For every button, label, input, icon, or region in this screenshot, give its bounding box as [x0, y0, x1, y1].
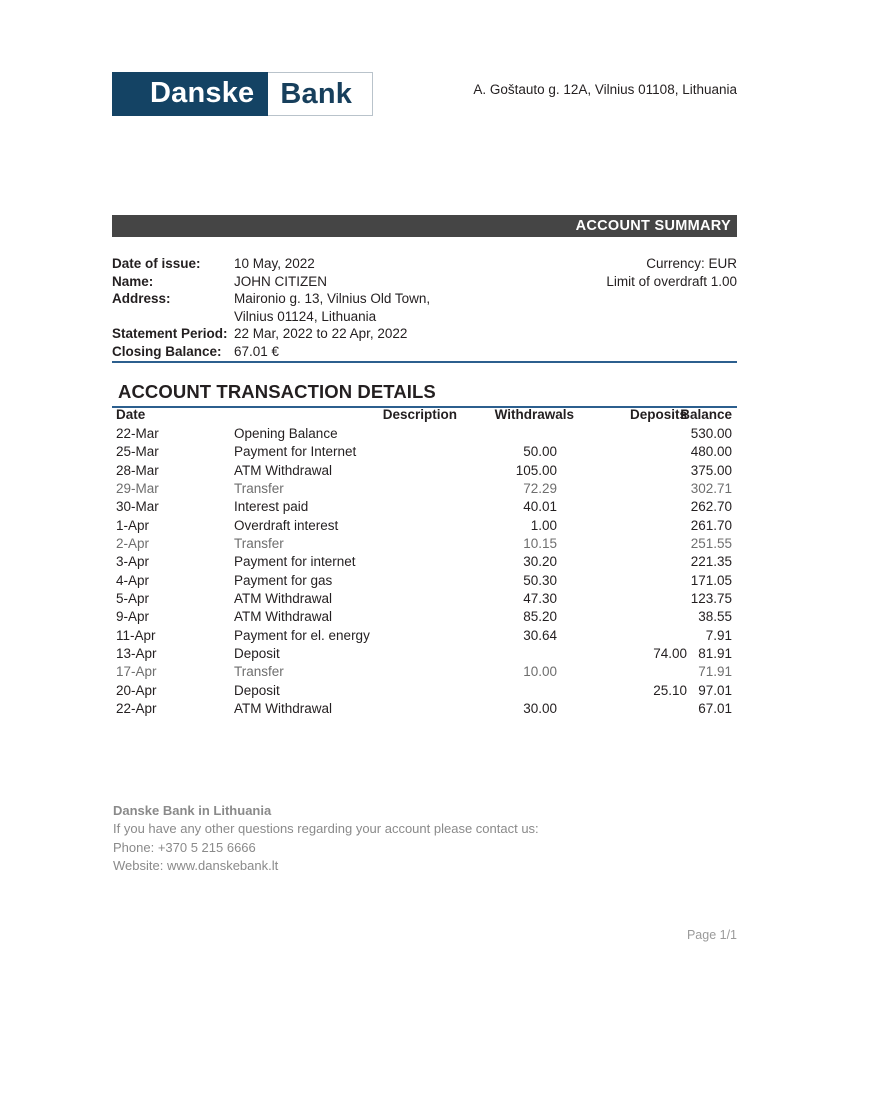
table-row: [112, 426, 737, 444]
footer-website: Website: www.danskebank.lt: [113, 857, 279, 873]
cell-date: 30-Mar: [116, 499, 159, 515]
summary-label: Name:: [112, 273, 154, 289]
cell-withdrawal: 10.15: [523, 536, 557, 552]
cell-description: ATM Withdrawal: [234, 609, 333, 625]
table-row: [112, 499, 737, 517]
footer-title: Danske Bank in Lithuania: [113, 803, 272, 818]
table-row: [112, 591, 737, 609]
summary-value: 67.01 €: [234, 343, 280, 359]
cell-date: 28-Mar: [116, 462, 159, 478]
cell-date: 11-Apr: [116, 627, 156, 643]
cell-balance: 251.55: [690, 536, 732, 552]
table-row: [112, 628, 737, 646]
cell-withdrawal: 72.29: [523, 481, 557, 497]
cell-withdrawal: 40.01: [523, 499, 557, 515]
cell-date: 29-Mar: [116, 481, 159, 497]
cell-date: 2-Apr: [116, 536, 150, 552]
footer-contact-text: If you have any other questions regarding your account please contact us:: [113, 821, 539, 837]
cell-description: Deposit: [234, 646, 280, 662]
footer-phone: Phone: +370 5 215 6666: [113, 839, 256, 855]
summary-value: 10 May, 2022: [234, 256, 315, 271]
cell-withdrawal: 30.00: [523, 701, 557, 717]
cell-date: 3-Apr: [116, 554, 150, 570]
table-row: [112, 444, 737, 462]
summary-value: 22 Mar, 2022 to 22 Apr, 2022: [234, 326, 408, 342]
account-summary-bar: ACCOUNT SUMMARY: [112, 215, 737, 237]
cell-description: Overdraft interest: [234, 517, 339, 533]
cell-deposit: 25.10: [653, 682, 687, 698]
summary-label: Statement Period:: [112, 326, 228, 342]
summary-label: Closing Balance:: [112, 343, 222, 359]
summary-row: [112, 309, 737, 327]
cell-withdrawal: 47.30: [523, 591, 557, 607]
table-row: [112, 573, 737, 591]
summary-label: Address:: [112, 291, 171, 307]
cell-balance: 530.00: [690, 426, 732, 441]
overdraft-limit-value: Limit of overdraft 1.00: [606, 273, 737, 289]
cell-date: 5-Apr: [116, 591, 150, 607]
cell-balance: 221.35: [690, 554, 732, 570]
cell-date: 1-Apr: [116, 517, 150, 533]
cell-description: ATM Withdrawal: [234, 701, 333, 717]
cell-balance: 67.01: [698, 701, 732, 717]
cell-description: Interest paid: [234, 499, 309, 515]
summary-row: [112, 326, 737, 344]
cell-date: 13-Apr: [116, 646, 157, 662]
column-header-deposits: Deposits: [629, 407, 687, 422]
table-row: [112, 481, 737, 499]
cell-date: 22-Mar: [116, 426, 159, 441]
cell-balance: 261.70: [690, 517, 732, 533]
logo-danske-text: Danske: [112, 72, 268, 116]
table-row: [112, 536, 737, 554]
table-row: [112, 664, 737, 682]
currency-value: Currency: EUR: [646, 256, 737, 271]
table-row: [112, 518, 737, 536]
cell-balance: 97.01: [698, 682, 732, 698]
table-row: [112, 683, 737, 701]
logo-bank-text: Bank: [268, 72, 373, 116]
column-header-date: Date: [116, 407, 146, 422]
table-row: [112, 554, 737, 572]
column-header-withdrawals: Withdrawals: [494, 407, 574, 422]
cell-date: 22-Apr: [116, 701, 157, 717]
cell-balance: 262.70: [690, 499, 732, 515]
cell-description: ATM Withdrawal: [234, 591, 333, 607]
cell-withdrawal: 30.20: [523, 554, 557, 570]
cell-withdrawal: 50.30: [523, 572, 557, 588]
column-header-balance: Balance: [680, 407, 732, 422]
cell-description: Payment for gas: [234, 572, 333, 588]
cell-date: 4-Apr: [116, 572, 150, 588]
summary-row: [112, 274, 737, 292]
bank-address: A. Goštauto g. 12A, Vilnius 01108, Lithuania: [473, 82, 737, 97]
cell-balance: 480.00: [690, 444, 732, 460]
cell-withdrawal: 1.00: [530, 517, 557, 533]
cell-balance: 375.00: [690, 462, 732, 478]
table-row: [112, 609, 737, 627]
cell-description: Transfer: [234, 536, 284, 552]
summary-row: [112, 256, 737, 274]
page-number: Page 1/1: [686, 928, 737, 942]
cell-balance: 71.91: [698, 664, 732, 680]
cell-balance: 171.05: [690, 572, 732, 588]
cell-description: Payment for Internet: [234, 444, 357, 460]
cell-withdrawal: 85.20: [523, 609, 557, 625]
cell-balance: 302.71: [690, 481, 732, 497]
cell-balance: 7.91: [705, 627, 732, 643]
cell-description: Opening Balance: [234, 426, 338, 441]
cell-date: 25-Mar: [116, 444, 159, 460]
table-row: [112, 463, 737, 481]
account-summary-block: [112, 256, 737, 362]
cell-deposit: 74.00: [653, 646, 687, 662]
document-footer: [113, 803, 738, 876]
cell-withdrawal: 50.00: [523, 444, 557, 460]
cell-balance: 123.75: [690, 591, 732, 607]
cell-description: Payment for el. energy: [234, 627, 370, 643]
summary-value: Vilnius 01124, Lithuania: [234, 308, 377, 324]
table-row: [112, 646, 737, 664]
document-header: [112, 72, 737, 124]
summary-value: JOHN CITIZEN: [234, 273, 327, 289]
cell-description: Deposit: [234, 682, 280, 698]
table-header-row: [112, 407, 737, 426]
cell-description: ATM Withdrawal: [234, 462, 333, 478]
cell-date: 20-Apr: [116, 682, 157, 698]
transaction-details-title: ACCOUNT TRANSACTION DETAILS: [118, 381, 436, 402]
table-row: [112, 701, 737, 719]
summary-row: [112, 344, 737, 362]
summary-divider: [112, 361, 737, 363]
summary-label: Date of issue:: [112, 256, 201, 271]
summary-row: [112, 291, 737, 309]
cell-date: 17-Apr: [116, 664, 157, 680]
cell-withdrawal: 30.64: [523, 627, 557, 643]
cell-date: 9-Apr: [116, 609, 150, 625]
summary-value: Maironio g. 13, Vilnius Old Town,: [234, 291, 431, 307]
transactions-table: [112, 407, 737, 720]
cell-withdrawal: 10.00: [523, 664, 557, 680]
cell-description: Payment for internet: [234, 554, 356, 570]
cell-withdrawal: 105.00: [515, 462, 557, 478]
danske-bank-logo: [112, 72, 373, 116]
cell-description: Transfer: [234, 481, 284, 497]
cell-balance: 38.55: [698, 609, 732, 625]
cell-balance: 81.91: [698, 646, 732, 662]
column-header-description: Description: [382, 407, 457, 422]
cell-description: Transfer: [234, 664, 284, 680]
